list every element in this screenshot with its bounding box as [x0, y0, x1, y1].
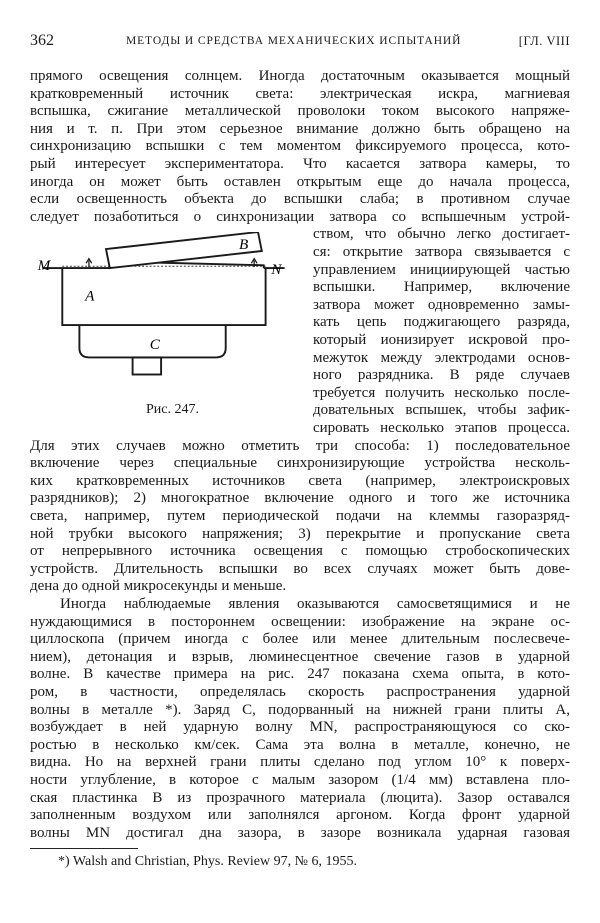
chapter-marker: [ГЛ. VIII — [518, 34, 570, 48]
text-line: разрядников); 2) многократное включение одного и того же источника — [30, 490, 570, 507]
shock-wave-diagram — [30, 232, 294, 403]
text-line: требуется получить несколько после- — [313, 384, 570, 401]
text-line: довательных вспышек, чтобы зафик- — [313, 402, 570, 419]
text-line: света, например, путем периодической подачи на клеммы газоразряд- — [30, 508, 570, 524]
running-header — [30, 32, 570, 54]
text-line: ной трубки высокого напряжения; 3) перекрытие и пропускание света — [30, 525, 570, 542]
page-number: 362 — [30, 32, 54, 49]
text-line: ством, что обычно легко достигает- — [313, 226, 570, 243]
text-line: циллоскопа (причем иногда с более или менее длительным послесвече- — [30, 631, 570, 648]
text-line: устройств. Длительность вспышки во всех случаях может быть дове- — [30, 560, 570, 577]
text-line: от непрерывного источника освещения с помощью стробоскопических — [30, 543, 570, 560]
text-line: нием), детонация и взрыв, люминесцентное свечение газов в ударной — [30, 648, 570, 665]
text-line: волне. В качестве примера на рис. 247 показана схема опыта, в кото- — [30, 666, 570, 683]
text-line: следует позаботиться о синхронизации затвора со вспышечным устрой- — [30, 208, 570, 225]
text-line: синхронизацию вспышки с тем моментом фиксируемого процесса, кото- — [30, 138, 570, 155]
text-line: Для этих случаев можно отметить три способа: 1) последовательное — [30, 437, 570, 454]
text-line: ния и т. п. При этом серьезное внимание должно быть обращено на — [30, 120, 570, 137]
text-line: управлением инициирующей частью — [313, 261, 570, 278]
text-line: ких кратковременных источников света (например, электроискровых — [30, 472, 570, 489]
text-line: возбуждает в ней ударную волну MN, распространяющуюся со ско- — [30, 719, 570, 736]
label-b: B — [239, 236, 249, 254]
label-c: C — [149, 336, 160, 354]
text-line: вспышка, сжигание металлической проволоки током высокого напряже- — [30, 103, 570, 120]
text-line: заполненным воздухом или заполнялся аргоном. Когда фронт ударной — [30, 807, 570, 824]
text-line: межуток между электродами основ- — [313, 349, 570, 366]
text-line: ности углубление, в которое с малым зазором (1/4 мм) вставлена пло- — [30, 772, 570, 788]
detonator — [133, 358, 161, 375]
text-line: волны в металле *). Заряд C, подорванный на нижней грани плиты A, — [30, 701, 570, 718]
text-line: рый интересует экспериментатора. Что касается затвора камеры, то — [30, 156, 570, 172]
text-line: кать цепь поджигающего разряда, — [313, 314, 570, 331]
text-line: ся: открытие затвора связывается с — [313, 244, 570, 260]
text-line: кратковременный источник света: электрическая искра, магниевая — [30, 85, 570, 102]
text-line: иногда он может быть оставлен открытым еще до начала процесса, — [30, 173, 570, 190]
text-line: нуждающимися в постороннем освещении: изображение на экране ос- — [30, 613, 570, 630]
text-line: затвора может одновременно замы- — [313, 296, 570, 313]
label-m: M — [37, 257, 51, 275]
figure-247 — [30, 232, 294, 403]
text-line: ром, в частности, определялась скорость распространения ударной — [30, 684, 570, 700]
text-line: Иногда наблюдаемые явления оказываются самосветящимися и не — [60, 596, 570, 612]
text-line: ростью в несколько км/сек. Сама эта волна в металле, конечно, не — [30, 736, 570, 753]
footnote: *) Walsh and Christian, Phys. Review 97, № 6, 1955. — [58, 854, 357, 870]
text-line: видна. Но на верхней грани плиты сделано под углом 10° к поверх- — [30, 754, 570, 771]
text-line: волны MN достигал дна зазора, в зазоре возникала ударная газовая — [30, 824, 570, 841]
figure-caption: Рис. 247. — [146, 402, 199, 418]
footnote-rule — [30, 848, 138, 849]
text-line: который ионизирует искровой про- — [313, 332, 570, 348]
text-line: включение через специальные синхронизирующие устройства несколь- — [30, 455, 570, 472]
text-line: ская пластинка B из прозрачного материала (люцита). Зазор оставался — [30, 789, 570, 806]
text-line: ного разрядника. В ряде случаев — [313, 367, 570, 384]
label-n: N — [271, 261, 282, 279]
label-a: A — [85, 287, 95, 305]
text-line: вспышки. Например, включение — [313, 279, 570, 296]
text-line: сировать несколько этапов процесса. — [313, 420, 570, 436]
running-title: МЕТОДЫ И СРЕДСТВА МЕХАНИЧЕСКИХ ИСПЫТАНИЙ — [126, 35, 462, 47]
text-line: прямого освещения солнцем. Иногда достаточным оказывается мощный — [30, 68, 570, 84]
text-line: если освещенность объекта до вспышки слаба; в противном случае — [30, 191, 570, 208]
text-line: дена до одной микросекунды и меньше. — [30, 578, 287, 595]
